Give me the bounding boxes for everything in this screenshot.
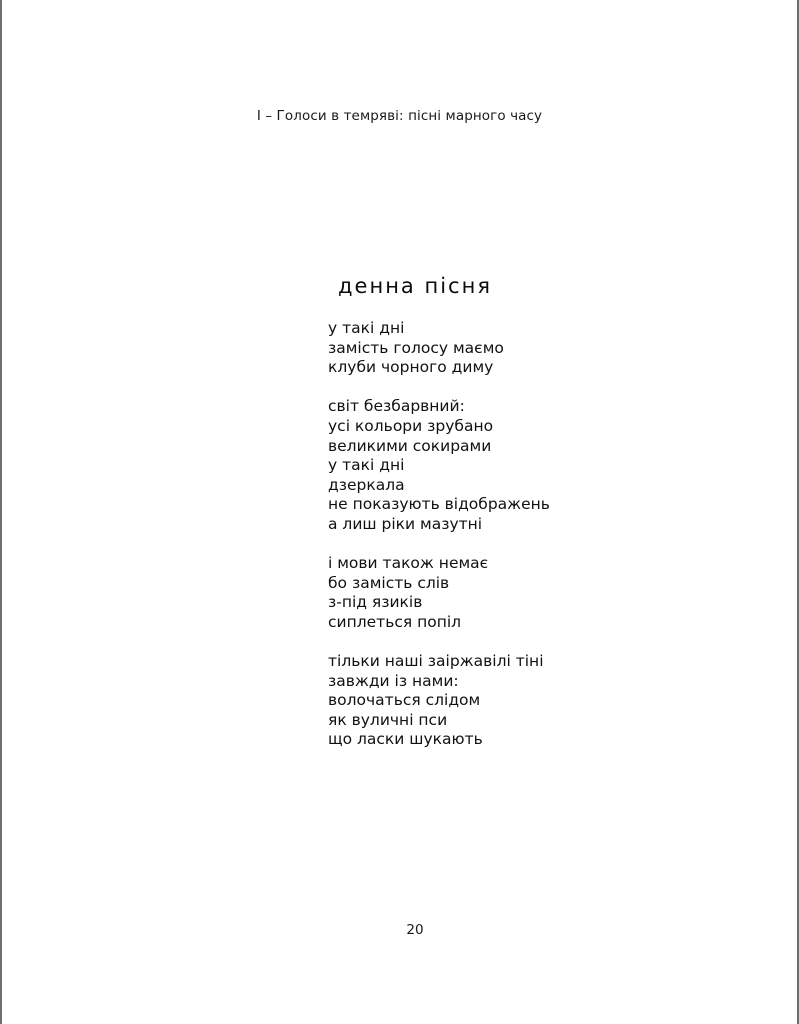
running-header: I – Голоси в темряві: пісні марного часу — [256, 108, 543, 124]
stanza-3 — [328, 554, 550, 632]
verse-line: що ласки шукають — [328, 730, 483, 749]
verse-line: волочаться слідом — [328, 691, 481, 710]
stanza-4 — [328, 652, 550, 750]
verse-line: а лиш ріки мазутні — [328, 514, 483, 533]
poem-title: денна пісня — [338, 274, 492, 298]
verse-line: замість голосу маємо — [328, 338, 504, 357]
verse-line: тільки наші заіржавілі тіні — [328, 652, 544, 671]
verse-line: клуби чорного диму — [328, 358, 494, 377]
verse-line: сиплеться попіл — [328, 612, 462, 631]
verse-line: бо замість слів — [328, 573, 450, 592]
verse-line: у такі дні — [328, 319, 405, 337]
verse-line: усі кольори зрубано — [328, 416, 494, 435]
page-edge-left — [0, 0, 2, 1024]
verse-line: у такі дні — [328, 456, 405, 475]
verse-line: як вуличні пси — [328, 710, 448, 729]
verse-line: і мови також немає — [328, 554, 489, 573]
verse-line: великими сокирами — [328, 436, 492, 455]
verse-line: не показують відображень — [328, 495, 550, 514]
verse-line: світ безбарвний: — [328, 397, 465, 416]
stanza-2 — [328, 397, 550, 534]
verse-line: дзеркала — [328, 475, 405, 494]
verse-line: з-під язиків — [328, 593, 423, 612]
verse-line: завжди із нами: — [328, 671, 459, 690]
page-number: 20 — [406, 922, 424, 938]
poem-body — [328, 319, 550, 750]
stanza-1 — [328, 319, 550, 378]
